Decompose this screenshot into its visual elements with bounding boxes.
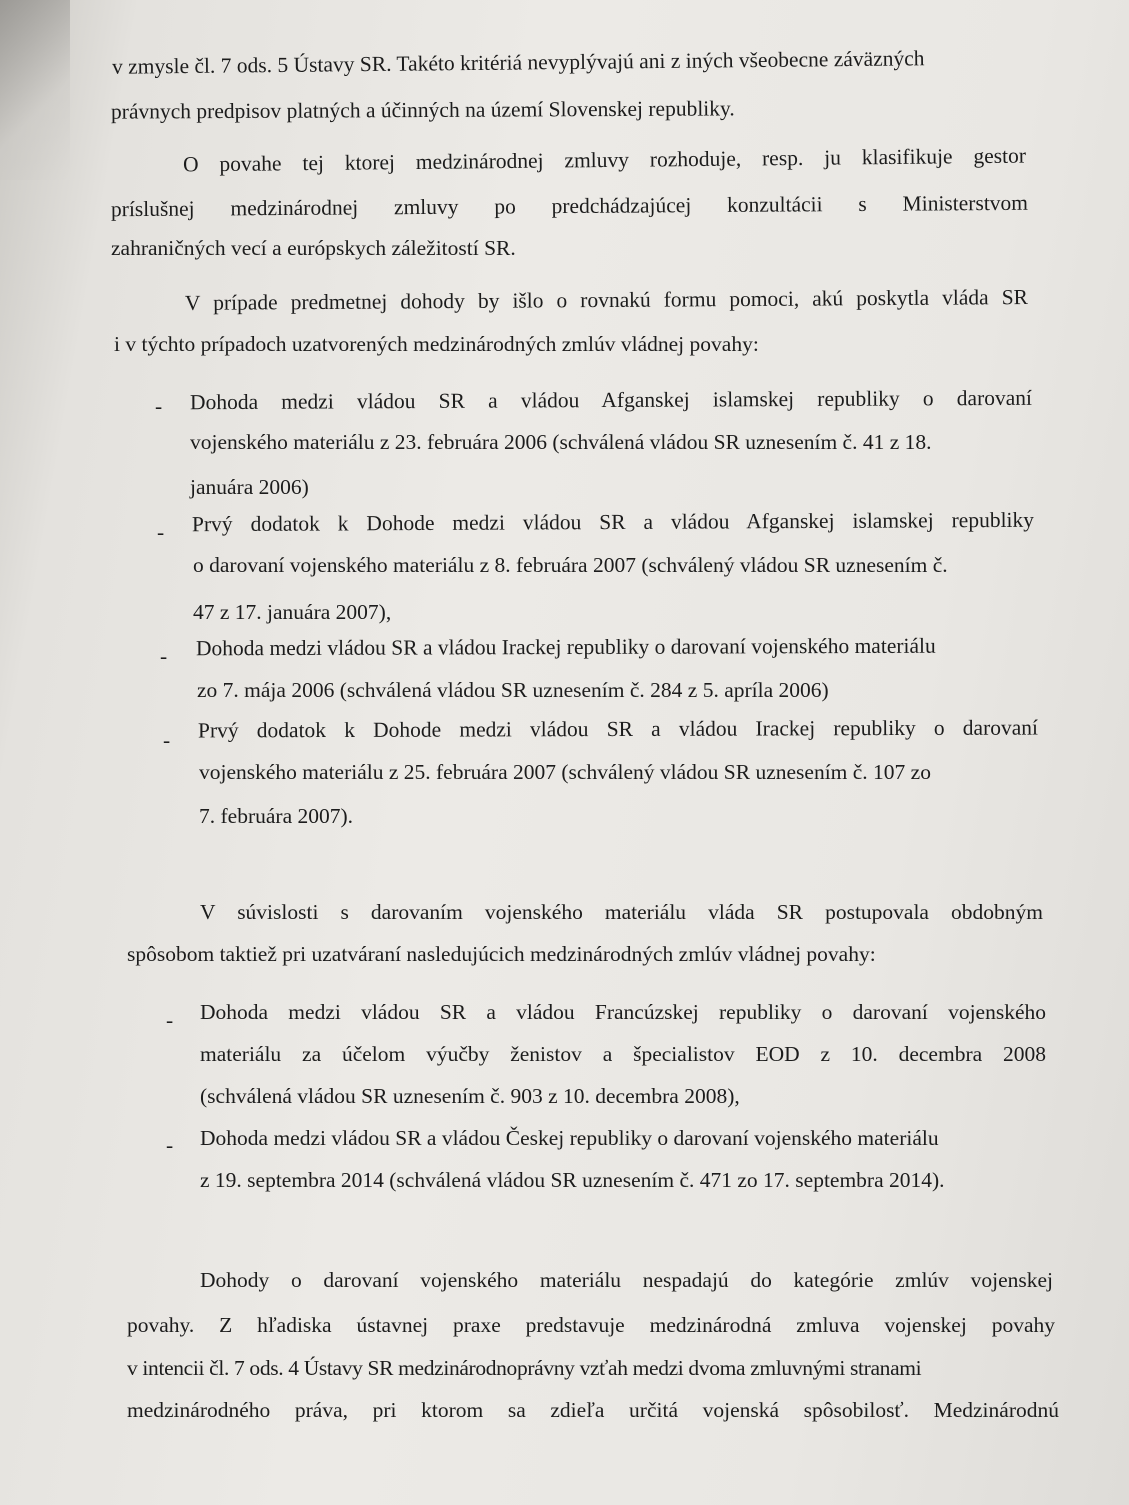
- list-item-line: 7. februára 2007).: [199, 804, 354, 828]
- text-line: V súvislosti s darovaním vojenského materiálu vláda SR postupovala obdobným: [200, 900, 1043, 924]
- list-item-line: Dohoda medzi vládou SR a vládou Afganskej islamskej republiky o darovaní: [189, 385, 1033, 415]
- list-item-line: z 19. septembra 2014 (schválená vládou SR uznesením č. 471 zo 17. septembra 2014).: [200, 1168, 945, 1192]
- list-item-line: Dohoda medzi vládou SR a vládou Irackej republiky o darovaní vojenského materiálu: [195, 633, 936, 661]
- list-dash: -: [163, 728, 171, 752]
- list-item-line: Dohoda medzi vládou SR a vládou Českej republiky o darovaní vojenského materiálu: [200, 1126, 939, 1150]
- text-line: medzinárodného práva, pri ktorom sa zdieľa určitá vojenská spôsobilosť. Medzinárodnú: [127, 1398, 1059, 1422]
- text-line: povahy. Z hľadiska ústavnej praxe predstavuje medzinárodná zmluva vojenskej povahy: [127, 1313, 1055, 1337]
- list-item-line: Prvý dodatok k Dohode medzi vládou SR a vládou Irackej republiky o darovaní: [197, 715, 1039, 743]
- list-item-line: zo 7. mája 2006 (schválená vládou SR uznesením č. 284 z 5. apríla 2006): [197, 678, 829, 702]
- list-dash: -: [157, 520, 165, 544]
- list-item-line: Dohoda medzi vládou SR a vládou Francúzskej republiky o darovaní vojenského: [200, 1000, 1046, 1024]
- text-line: príslušnej medzinárodnej zmluvy po predchádzajúcej konzultácii s Ministerstvom: [110, 190, 1029, 222]
- text-line: v zmysle čl. 7 ods. 5 Ústavy SR. Takéto kritériá nevyplývajú ani z iných všeobecne záväzných: [111, 46, 925, 79]
- list-dash: -: [160, 644, 168, 668]
- text-line: O povahe tej ktorej medzinárodnej zmluvy rozhoduje, resp. ju klasifikuje gestor: [182, 143, 1027, 177]
- text-line: Dohody o darovaní vojenského materiálu nespadajú do kategórie zmlúv vojenskej: [200, 1268, 1053, 1292]
- text-line: právnych predpisov platných a účinných na území Slovenskej republiky.: [110, 96, 735, 124]
- list-item-line: materiálu za účelom výučby ženistov a špecialistov EOD z 10. decembra 2008: [200, 1042, 1046, 1066]
- list-item-line: vojenského materiálu z 23. februára 2006 (schválená vládou SR uznesením č. 41 z 18.: [190, 430, 932, 454]
- text-line: v intencii čl. 7 ods. 4 Ústavy SR medzinárodnoprávny vzťah medzi dvoma zmluvnými stranami: [127, 1356, 922, 1380]
- list-item-line: o darovaní vojenského materiálu z 8. februára 2007 (schválený vládou SR uznesením č.: [193, 553, 948, 577]
- list-item-line: vojenského materiálu z 25. februára 2007 (schválený vládou SR uznesením č. 107 zo: [199, 760, 931, 784]
- list-item-line: Prvý dodatok k Dohode medzi vládou SR a vládou Afganskej islamskej republiky: [191, 507, 1035, 537]
- text-line: spôsobom taktiež pri uzatváraní nasledujúcich medzinárodných zmlúv vládnej povahy:: [127, 942, 876, 966]
- list-dash: -: [166, 1008, 174, 1032]
- list-dash: -: [166, 1133, 174, 1157]
- text-line: i v týchto prípadoch uzatvorených medzinárodných zmlúv vládnej povahy:: [114, 332, 759, 356]
- list-item-line: januára 2006): [190, 475, 309, 499]
- text-line: zahraničných vecí a európskych záležitostí SR.: [111, 236, 516, 260]
- list-item-line: 47 z 17. januára 2007),: [193, 600, 392, 624]
- list-item-line: (schválená vládou SR uznesením č. 903 z 10. decembra 2008),: [200, 1084, 740, 1108]
- text-line: V prípade predmetnej dohody by išlo o rovnakú formu pomoci, akú poskytla vláda SR: [184, 285, 1029, 315]
- list-dash: -: [155, 394, 163, 418]
